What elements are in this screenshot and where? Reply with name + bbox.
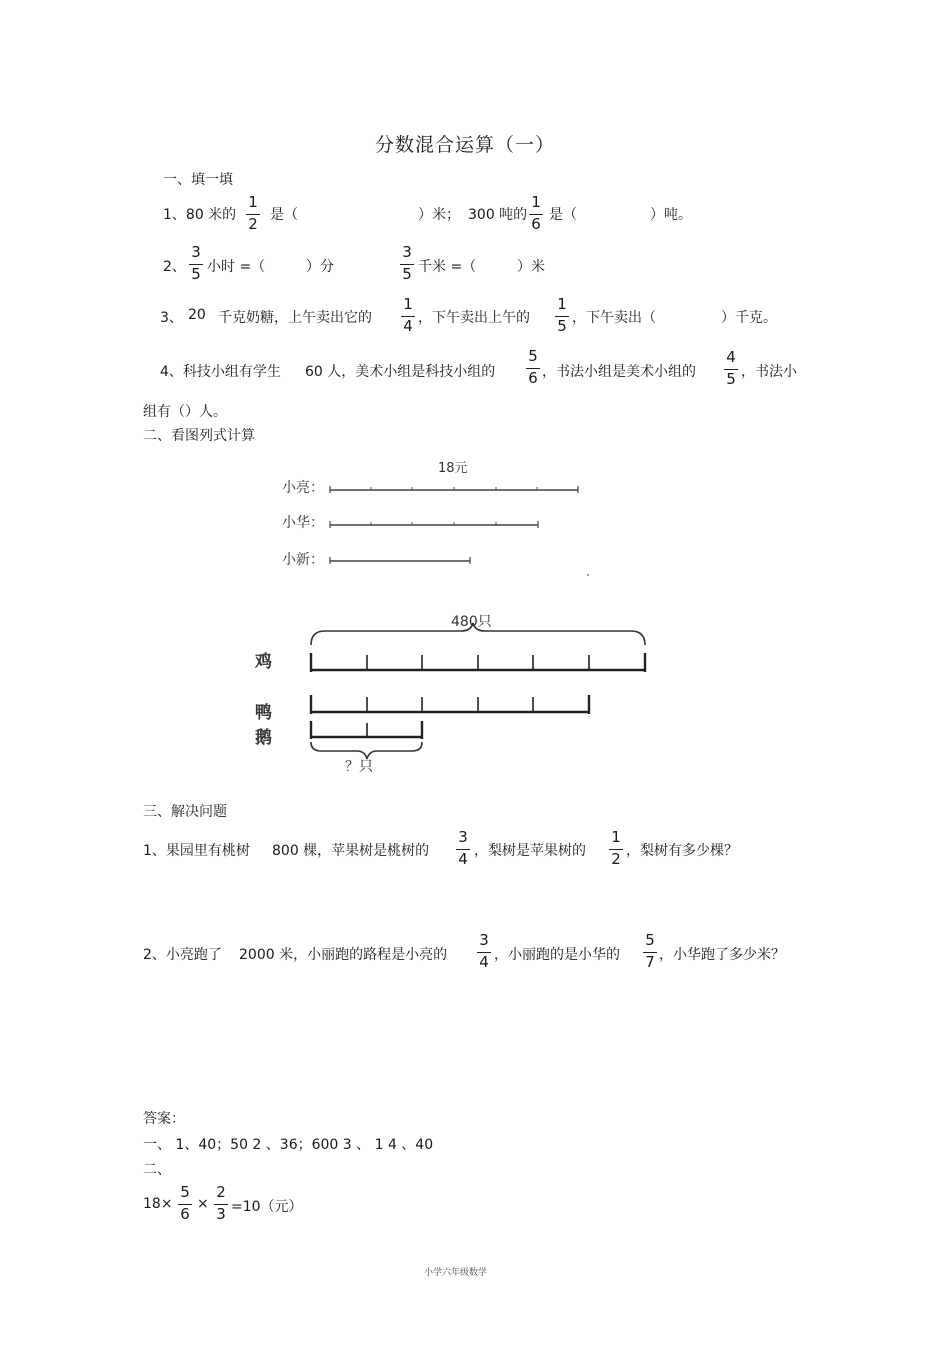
q3-text-e: ，下午卖出（ — [572, 310, 656, 326]
answers-line-1: 一、 1、40；50 2 、36；600 3 、 1 4 、40 — [143, 1137, 434, 1153]
q2-fraction-1: 3 5 — [187, 245, 205, 285]
q4-fraction-1: 5 6 — [524, 349, 542, 389]
s3-q1-text-a: 1、果园里有桃树 — [143, 843, 250, 859]
q3-fraction-2: 1 5 — [553, 297, 571, 337]
q1-fraction-1: 1 2 — [244, 195, 262, 235]
q1-fraction-2: 1 6 — [527, 195, 545, 235]
diagram1-row-label-2: 小华： — [282, 515, 324, 531]
page-footer: 小学六年级数学 — [424, 1268, 488, 1278]
answers-line-2: 二、 — [143, 1162, 171, 1178]
page-title: 分数混合运算（一） — [375, 134, 556, 156]
answers-heading: 答案： — [143, 1111, 185, 1127]
q4-fraction-2: 4 5 — [722, 350, 740, 390]
q1-text-d: 300 吨的 — [468, 207, 528, 223]
diagram2-question-label: ？只 — [345, 759, 373, 775]
s3-q2-fraction-1: 3 4 — [475, 933, 493, 973]
q2-text-d: 千米 =（ — [418, 259, 477, 275]
diagram2-row-label-1: 鸡 — [255, 652, 272, 672]
segment-diagram-money — [270, 450, 610, 585]
q4-text-d: ，书法小 — [741, 364, 797, 380]
section-1-heading: 一、填一填 — [163, 172, 233, 188]
q1-text-e: 是（ — [549, 207, 577, 223]
s3-q1-text-d: ，梨树有多少棵？ — [626, 843, 738, 859]
s3-q2-text-d: ，小华跑了多少米？ — [659, 947, 785, 963]
s3-q2-fraction-2: 5 7 — [641, 933, 659, 973]
s3-q1-fraction-1: 3 4 — [454, 830, 472, 870]
q3-text-c: 千克奶糖，上午卖出它的 — [218, 310, 372, 326]
q1-text-c: ）米； — [418, 207, 460, 223]
q2-text-a: 2、 — [163, 259, 186, 275]
q1-text-a: 1、80 米的 — [163, 207, 237, 223]
section-3-heading: 三、解决问题 — [143, 804, 227, 820]
answer-fraction-2: 2 3 — [212, 1185, 230, 1225]
q4-text-b: 60 人，美术小组是科技小组的 — [305, 364, 496, 380]
segment-diagram-poultry — [245, 605, 655, 780]
q3-fraction-1: 1 4 — [399, 297, 417, 337]
s3-q2-text-a: 2、小亮跑了 — [143, 947, 222, 963]
q2-text-e: ）米 — [517, 259, 545, 275]
q1-text-b: 是（ — [270, 207, 298, 223]
answer-formula-start: 18× — [143, 1196, 173, 1212]
q3-text-b: 20 — [188, 307, 206, 323]
diagram1-row-label-3: 小新： — [282, 552, 324, 568]
diagram2-bottom-brace — [311, 742, 422, 759]
diagram1-total-label: 18元 — [438, 461, 468, 476]
s3-q1-text-c: ，梨树是苹果树的 — [474, 843, 586, 859]
q3-text-f: ）千克。 — [721, 310, 777, 326]
q4-text-a: 4、科技小组有学生 — [160, 364, 281, 380]
s3-q1-text-b: 800 棵，苹果树是桃树的 — [272, 843, 430, 859]
q3-text-a: 3、 — [160, 310, 183, 326]
s3-q2-text-c: ，小丽跑的是小华的 — [494, 947, 620, 963]
diagram2-total-label: 480只 — [451, 614, 492, 630]
diagram2-row-label-2: 鸭 — [255, 703, 272, 723]
section-2-heading: 二、看图列式计算 — [143, 428, 255, 444]
q2-text-b: 小时 =（ — [207, 259, 266, 275]
answer-fraction-1: 5 6 — [176, 1185, 194, 1225]
q4-text-c: ，书法小组是美术小组的 — [542, 364, 696, 380]
q2-text-c: ）分 — [306, 259, 334, 275]
s3-q2-text-b: 2000 米，小丽跑的路程是小亮的 — [239, 947, 448, 963]
answer-formula-end: =10（元） — [231, 1199, 303, 1215]
q1-text-f: ）吨。 — [650, 207, 692, 223]
s3-q1-fraction-2: 1 2 — [607, 830, 625, 870]
q2-fraction-2: 3 5 — [398, 245, 416, 285]
q3-text-d: ，下午卖出上午的 — [418, 310, 530, 326]
diagram2-row-label-3: 鹅 — [255, 728, 272, 748]
q4-text-e: 组有（）人。 — [143, 404, 227, 420]
diagram1-row-label-1: 小亮： — [282, 480, 324, 496]
answer-formula-times: × — [197, 1196, 209, 1212]
